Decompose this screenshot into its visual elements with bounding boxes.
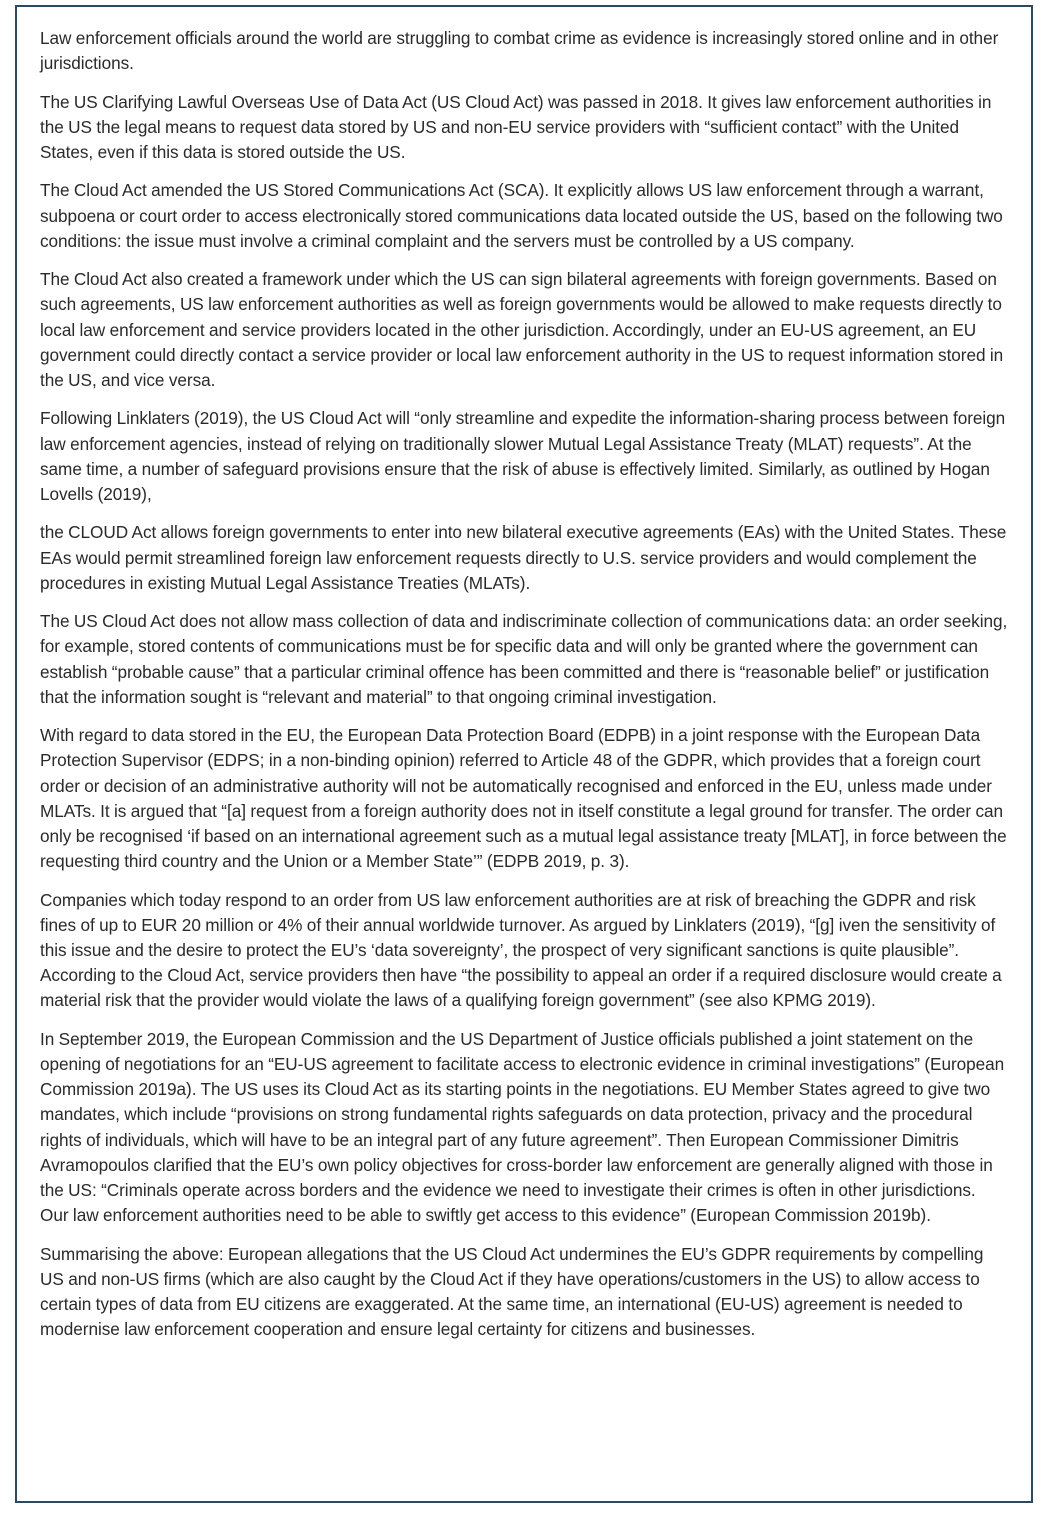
paragraph-cloud-act-overview: The US Clarifying Lawful Overseas Use of Data Act (US Cloud Act) was passed in 2018. It gives law enforcement authorities in the US the legal means to request data stored by US and non-EU service providers with “sufficient contact” with the United States, even if this data is stored outside the US.	[40, 91, 992, 162]
paragraph-intro: Law enforcement officials around the world are struggling to combat crime as evidence is increasingly stored online and in other jurisdictions.	[40, 28, 999, 74]
paragraph-sca-amendment: The Cloud Act amended the US Stored Communications Act (SCA). It explicitly allows US law enforcement through a warrant, subpoena or court order to access electronically stored communications data located outside the US, based on the following two conditions: the issue must involve a criminal complaint and the servers must be controlled by a US company.	[40, 180, 1003, 251]
paragraph-negotiations: In September 2019, the European Commission and the US Department of Justice officials published a joint statement on the opening of negotiations for an “EU-US agreement to facilitate access to electronic evidence in criminal investigations” (European Commission 2019a). The US uses its Cloud Act as its starting points in the negotiations. EU Member States agreed to give two mandates, which include “provisions on strong fundamental rights safeguards on data protection, privacy and the procedural rights of individuals, which will have to be an integral part of any future agreement”. Then European Commissioner Dimitris Avramopoulos clarified that the EU’s own policy objectives for cross-border law enforcement are generally aligned with those in the US: “Criminals operate across borders and the evidence we need to investigate their crimes is often in other jurisdictions. Our law enforcement authorities need to be able to swiftly get access to this evidence” (European Commission 2019b).	[40, 1028, 1005, 1226]
paragraph-safeguards: The US Cloud Act does not allow mass collection of data and indiscriminate collection of communications data: an order seeking, for example, stored contents of communications must be for specific data and will only be granted where the government can establish “probable cause” that a particular criminal offence has been committed and there is “reasonable belief” or justification that the information sought is “relevant and material” to that ongoing criminal investigation.	[40, 611, 1008, 707]
paragraph-bilateral-framework: The Cloud Act also created a framework under which the US can sign bilateral agreements with foreign governments. Based on such agreements, US law enforcement authorities as well as foreign governments would be allowed to make requests directly to local law enforcement and service providers located in the other jurisdiction. Accordingly, under an EU-US agreement, an EU government could directly contact a service provider or local law enforcement authority in the US to request information stored in the US, and vice versa.	[40, 269, 1004, 390]
paragraph-gdpr-fines: Companies which today respond to an order from US law enforcement authorities are at risk of breaching the GDPR and risk fines of up to EUR 20 million or 4% of their annual worldwide turnover. As argued by Linklaters (2019), “[g] iven the sensitivity of this issue and the desire to protect the EU’s ‘data sovereignty’, the prospect of very significant sanctions is quite plausible”. According to the Cloud Act, service providers then have “the possibility to appeal an order if a required disclosure would create a material risk that the provider would violate the laws of a qualifying foreign government” (see also KPMG 2019).	[40, 889, 1002, 1011]
paragraph-edpb-gdpr: With regard to data stored in the EU, the European Data Protection Board (EDPB) in a joint response with the European Data Protection Supervisor (EDPS; in a non-binding opinion) referred to Article 48 of the GDPR, which provides that a foreign court order or decision of an administrative authority will not be automatically recognised and enforced in the EU, unless made under MLATs. It is argued that “[a] request from a foreign authority does not in itself constitute a legal ground for transfer. The order can only be recognised ‘if based on an international agreement such as a mutual legal assistance treaty [MLAT], in force between the requesting third country and the Union or a Member State’” (EDPB 2019, p. 3).	[40, 725, 1007, 872]
paragraph-summary: Summarising the above: European allegations that the US Cloud Act undermines the EU’s GDPR requirements by compelling US and non-US firms (which are also caught by the Cloud Act if they have operations/customers in the US) to allow access to certain types of data from EU citizens are exaggerated. At the same time, an international (EU-US) agreement is needed to modernise law enforcement cooperation and ensure legal certainty for citizens and businesses.	[40, 1243, 984, 1340]
text-box	[15, 5, 1033, 1503]
paragraph-hogan-lovells-quote: the CLOUD Act allows foreign governments to enter into new bilateral executive agreements (EAs) with the United States. These EAs would permit streamlined foreign law enforcement requests directly to U.S. service providers and would complement the procedures in existing Mutual Legal Assistance Treaties (MLATs).	[40, 522, 1007, 593]
paragraph-linklaters: Following Linklaters (2019), the US Cloud Act will “only streamline and expedite the information-sharing process between foreign law enforcement agencies, instead of relying on traditionally slower Mutual Legal Assistance Treaty (MLAT) requests”. At the same time, a number of safeguard provisions ensure that the risk of abuse is effectively limited. Similarly, as outlined by Hogan Lovells (2019),	[40, 408, 1006, 504]
